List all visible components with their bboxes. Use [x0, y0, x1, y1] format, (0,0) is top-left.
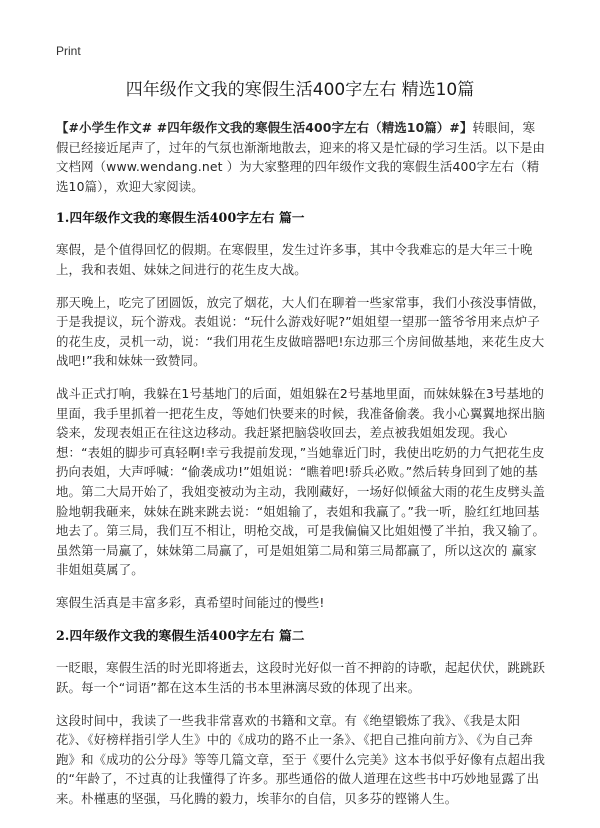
- print-label: Print: [56, 44, 81, 58]
- document-body: [56, 118, 546, 809]
- paragraph: 那天晚上，吃完了团圆饭，放完了烟花，大人们在聊着一些家常事，我们小孩没事情做，于是我提议，玩个游戏。表姐说：“玩什么游戏好呢?”姐姐望一望那一篮爷爷用来点炉子的花生皮，灵机一动，说：“我们用花生皮做暗器吧!东边那三个房间做基地，来花生皮大战吧!”我和妹妹一致赞同。: [56, 294, 546, 369]
- paragraph: 寒假生活真是丰富多彩，真希望时间能过的慢些!: [56, 594, 325, 610]
- paragraph: 这段时间中，我读了一些我非常喜欢的书籍和文章。有《绝望锻炼了我》、《我是太阳花》、《好榜样指引学人生》中的《成功的路不止一条》、《把自己推向前方》、《为自己奔跑》和《成功的公分母》等等几篇文章，至于《要什么完美》这本书似乎好像有点超出我的“年龄了，不过真的让我懂得了许多。那些通俗的做人道理在这些书中巧妙地显露了出来。朴槿惠的坚强，马化腾的毅力，埃菲尔的自信，贝多芬的铿锵人生。: [56, 712, 546, 807]
- paragraph: 寒假，是个值得回忆的假期。在寒假里，发生过许多事，其中令我难忘的是大年三十晚上，我和表姐、妹妹之间进行的花生皮大战。: [56, 242, 533, 277]
- intro-paragraph: [56, 118, 546, 196]
- section-heading: 1.四年级作文我的寒假生活400字左右 篇一: [56, 210, 305, 226]
- paragraph: 战斗正式打响，我躲在1号基地门的后面，姐姐躲在2号基地里面，而妹妹躲在3号基地的里面，我手里抓着一把花生皮，等她们快要来的时候，我准备偷袭。我小心翼翼地探出脑袋来，发现表姐正在往这边移动。我赶紧把脑袋收回去，差点被我姐姐发现。我心想：“表姐的脚步可真轻啊!幸亏我提前发现，”当她靠近门时，我使出吃奶的力气把花生皮扔向表姐，大声呼喊：“偷袭成功!”姐姐说：“瞧着吧!骄兵必败。”然后转身回到了她的基地。第二大局开始了，我姐变被动为主动，我刚藏好，一场好似倾盆大雨的花生皮劈头盖脸地朝我砸来，妹妹在跳来跳去说：“姐姐输了，表姐和我赢了。”我一听，脸红红地回基地去了。第三局，我们互不相让，明枪交战，可是我偏偏又比姐姐慢了半拍，我又输了。虽然第一局赢了，妹妹第二局赢了，可是姐姐第二局和第三局都赢了，所以这次的 赢家非姐姐莫属了。: [56, 385, 546, 578]
- document-title: 四年级作文我的寒假生活400字左右 精选10篇: [125, 80, 475, 100]
- section-heading: 2.四年级作文我的寒假生活400字左右 篇二: [56, 628, 305, 644]
- intro-text: 转眼间，寒假已经接近尾声了，过年的气氛也渐渐地散去，迎来的将又是忙碌的学习生活。以下是由文档网（www.wendang.net ）为大家整理的四年级作文我的寒假生活400字左右（精选10篇），欢迎大家阅读。: [56, 120, 546, 194]
- intro-tag: 【#小学生作文# #四年级作文我的寒假生活400字左右（精选10篇）#】: [56, 120, 473, 135]
- paragraph: 一眨眼，寒假生活的时光即将逝去，这段时光好似一首不押韵的诗歌，起起伏伏，跳跳跃跃。每一个“词语”都在这本生活的书本里淋漓尽致的体现了出来。: [56, 660, 546, 696]
